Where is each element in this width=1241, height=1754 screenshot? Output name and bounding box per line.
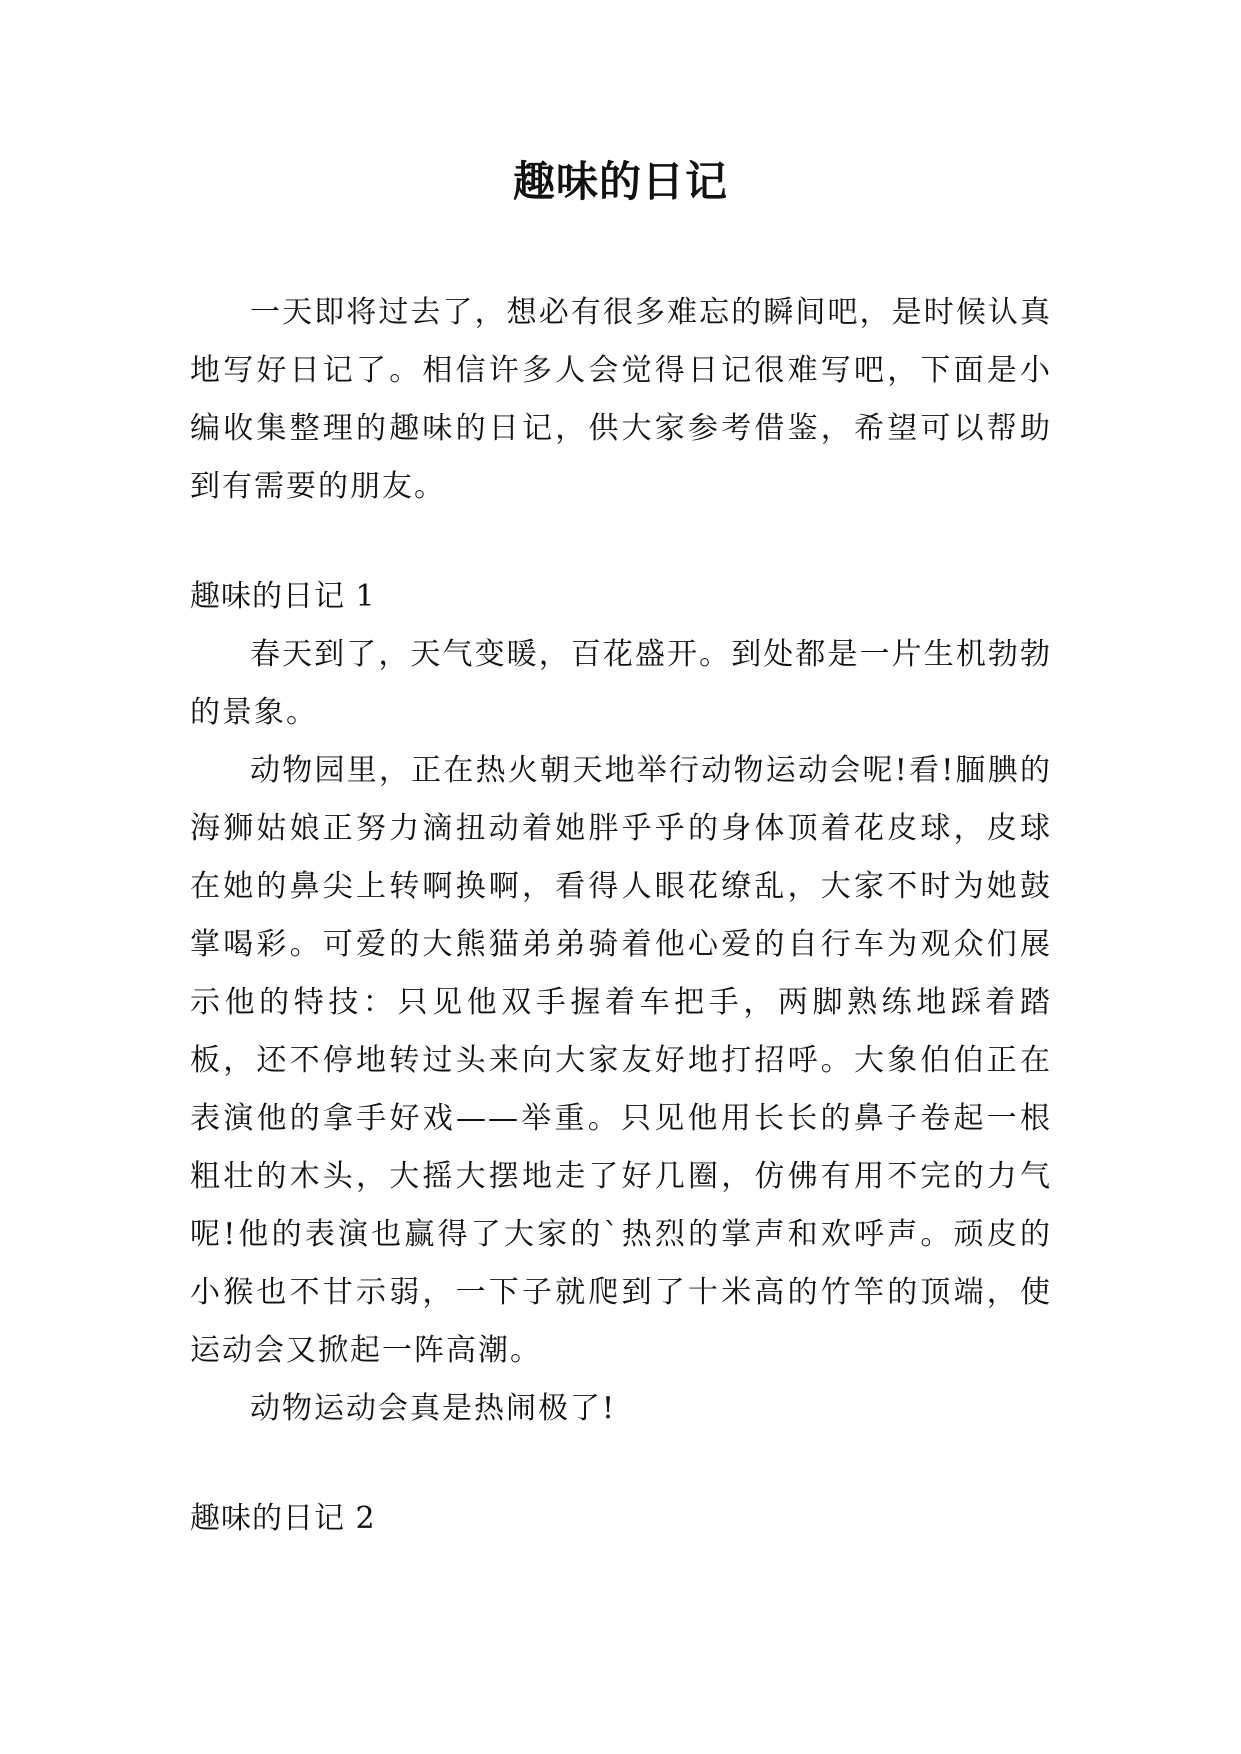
section-heading-2: 趣味的日记 2 xyxy=(190,1501,376,1536)
section-heading-1: 趣味的日记 1 xyxy=(190,579,376,614)
document-title: 趣味的日记 xyxy=(512,157,728,206)
spacer xyxy=(190,1438,1052,1490)
section-1-paragraph-3: 动物运动会真是热闹极了! xyxy=(250,1391,617,1426)
document-body xyxy=(190,284,1052,1548)
section-1-paragraph-2: 动物园里，正在热火朝天地举行动物运动会呢!看!腼腆的海狮姑娘正努力滴扭动着她胖乎乎的身体顶着花皮球，皮球在她的鼻尖上转啊换啊，看得人眼花缭乱，大家不时为她鼓掌喝彩。可爱的大熊猫弟弟骑着他心爱的自行车为观众们展示他的特技：只见他双手握着车把手，两脚熟练地踩着踏板，还不停地转过头来向大家友好地打招呼。大象伯伯正在表演他的拿手好戏——举重。只见他用长长的鼻子卷起一根粗壮的木头，大摇大摆地走了好几圈，仿佛有用不完的力气呢!他的表演也赢得了大家的`热烈的掌声和欢呼声。顽皮的小猴也不甘示弱，一下子就爬到了十米高的竹竿的顶端，使运动会又掀起一阵高潮。 xyxy=(190,753,1052,1368)
section-1-paragraph-1: 春天到了，天气变暖，百花盛开。到处都是一片生机勃勃的景象。 xyxy=(190,637,1052,730)
spacer xyxy=(190,516,1052,568)
intro-paragraph: 一天即将过去了，想必有很多难忘的瞬间吧，是时候认真地写好日记了。相信许多人会觉得日记很难写吧，下面是小编收集整理的趣味的日记，供大家参考借鉴，希望可以帮助到有需要的朋友。 xyxy=(190,295,1052,504)
